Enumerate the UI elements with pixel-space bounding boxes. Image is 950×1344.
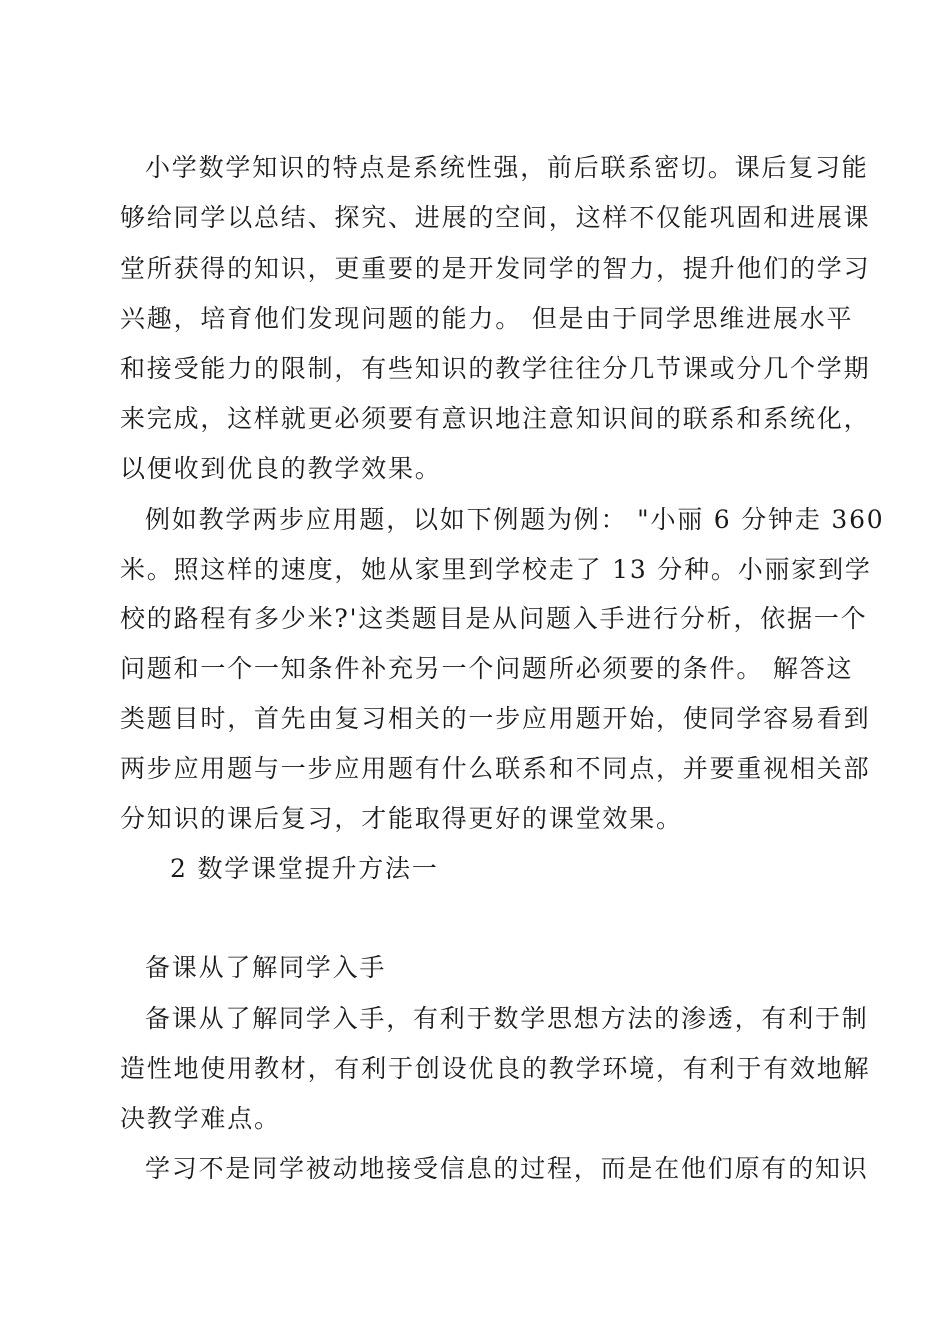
text-line: 堂所获得的知识，更重要的是开发同学的智力，提升他们的学习: [120, 254, 871, 283]
text-line: 以便收到优良的教学效果。: [120, 454, 442, 483]
subsection-heading: 备课从了解同学入手: [145, 953, 387, 982]
text-line: 分知识的课后复习，才能取得更好的课堂效果。: [120, 804, 683, 833]
text-line: 例如教学两步应用题，以如下例题为例： "小丽 6 分钟走 360: [145, 505, 885, 534]
text-line: 来完成，这样就更必须要有意识地注意知识间的联系和系统化，: [120, 404, 871, 433]
text-line: 类题目时，首先由复习相关的一步应用题开始，使同学容易看到: [120, 704, 871, 733]
text-line: 备课从了解同学入手，有利于数学思想方法的渗透，有利于制: [145, 1004, 869, 1033]
text-line: 够给同学以总结、探究、进展的空间，这样不仅能巩固和进展课: [120, 203, 871, 232]
text-line: 造性地使用教材，有利于创设优良的教学环境，有利于有效地解: [120, 1054, 871, 1083]
text-line: 小学数学知识的特点是系统性强，前后联系密切。课后复习能: [145, 153, 869, 182]
section-heading: 2 数学课堂提升方法一: [170, 854, 439, 883]
text-line: 问题和一个一知条件补充另一个问题所必须要的条件。 解答这: [120, 654, 854, 683]
text-line: 两步应用题与一步应用题有什么联系和不同点，并要重视相关部: [120, 754, 871, 783]
text-line: 校的路程有多少米?'这类题目是从问题入手进行分析，依据一个: [120, 604, 868, 633]
text-line: 兴趣，培育他们发现问题的能力。 但是由于同学思维进展水平: [120, 304, 854, 333]
text-line: 学习不是同学被动地接受信息的过程，而是在他们原有的知识: [145, 1154, 869, 1183]
text-line: 和接受能力的限制，有些知识的教学往往分几节课或分几个学期: [120, 354, 871, 383]
text-line: 决教学难点。: [120, 1104, 281, 1133]
text-line: 米。照这样的速度，她从家里到学校走了 13 分种。小丽家到学: [120, 555, 872, 584]
